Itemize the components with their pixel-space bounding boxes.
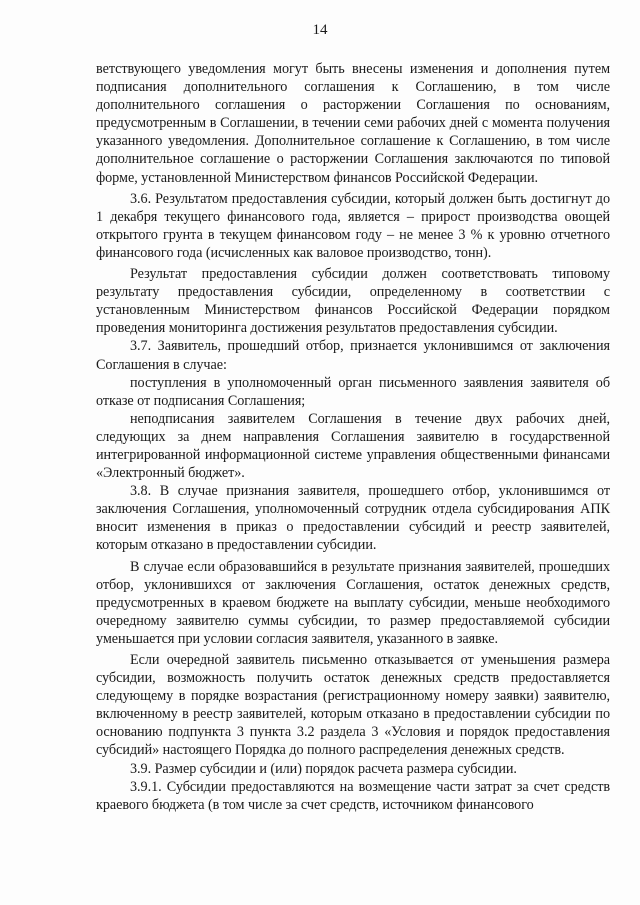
document-body: [96, 60, 610, 814]
paragraph-3-8-order-changes: 3.8. В случае признания заявителя, прошедшего отбор, уклонившимся от заключения Соглашения, уполномоченный сотрудник отдела субсидирования АПК вносит изменения в приказ о предоставлении субсидий и реестр заявителей, которым отказано в предоставлении субсидии.: [96, 483, 610, 554]
paragraph-non-signing: неподписания заявителем Соглашения в течение двух рабочих дней, следующих за днем направления Соглашения заявителю в государственной интегрированной информационной системе управления общественными финансами «Электронный бюджет».: [96, 410, 610, 482]
paragraph-3-6-subsidy-result: 3.6. Результатом предоставления субсидии, который должен быть достигнут до 1 декабря текущего финансового года, является – прирост производства овощей открытого грунта в текущем финансовом году – не менее 3 % к уровню отчетного финансового года (исчисленных как валовое производство, тонн).: [96, 190, 610, 261]
page-number: 14: [312, 22, 328, 38]
paragraph-typical-result: Результат предоставления субсидии должен соответствовать типовому результату предоставления субсидии, определенному в соответствии с установленным Министерством финансов Российской Федерации порядком проведения мониторинга достижения результатов предоставления субсидии.: [96, 266, 610, 337]
paragraph-notice-amendments: ветствующего уведомления могут быть внесены изменения и дополнения путем подписания дополнительного соглашения к Соглашению, в том числе дополнительного соглашения о расторжении Соглашения по основаниям, предусмотренным в Соглашении, в течении семи рабочих дней с момента получения указанного уведомления. Дополнительное соглашение к Соглашению, в том числе дополнительное соглашение о расторжении Соглашения заключаются по типовой форме, установленной Министерством финансов Российской Федерации.: [96, 61, 610, 186]
paragraph-3-9-1-compensation: 3.9.1. Субсидии предоставляются на возмещение части затрат за счет средств краевого бюджета (в том числе за счет средств, источником финансового: [96, 778, 610, 813]
paragraph-3-7-evasion: 3.7. Заявитель, прошедший отбор, признается уклонившимся от заключения Соглашения в случае:: [96, 338, 610, 373]
paragraph-written-refusal: поступления в уполномоченный орган письменного заявления заявителя об отказе от подписания Соглашения;: [96, 374, 610, 409]
paragraph-next-applicant: Если очередной заявитель письменно отказывается от уменьшения размера субсидии, возможность получить остаток денежных средств предоставляется следующему в порядке возрастания (регистрационному номеру заявки) заявителю, включенному в реестр заявителей, которым отказано в предоставлении субсидии по основанию подпункта 3 пункта 3.2 раздела 3 «Условия и порядок предоставления субсидий» настоящего Порядка до полного распределения денежных средств.: [96, 652, 610, 759]
paragraph-remaining-funds: В случае если образовавшийся в результате признания заявителей, прошедших отбор, уклонившихся от заключения Соглашения, остаток денежных средств, предусмотренных в краевом бюджете на выплату субсидии, меньше необходимого очередному заявителю суммы субсидии, то размер предоставляемой субсидии уменьшается при условии согласия заявителя, указанного в заявке.: [96, 558, 610, 647]
paragraph-3-9-subsidy-size: 3.9. Размер субсидии и (или) порядок расчета размера субсидии.: [130, 760, 517, 777]
